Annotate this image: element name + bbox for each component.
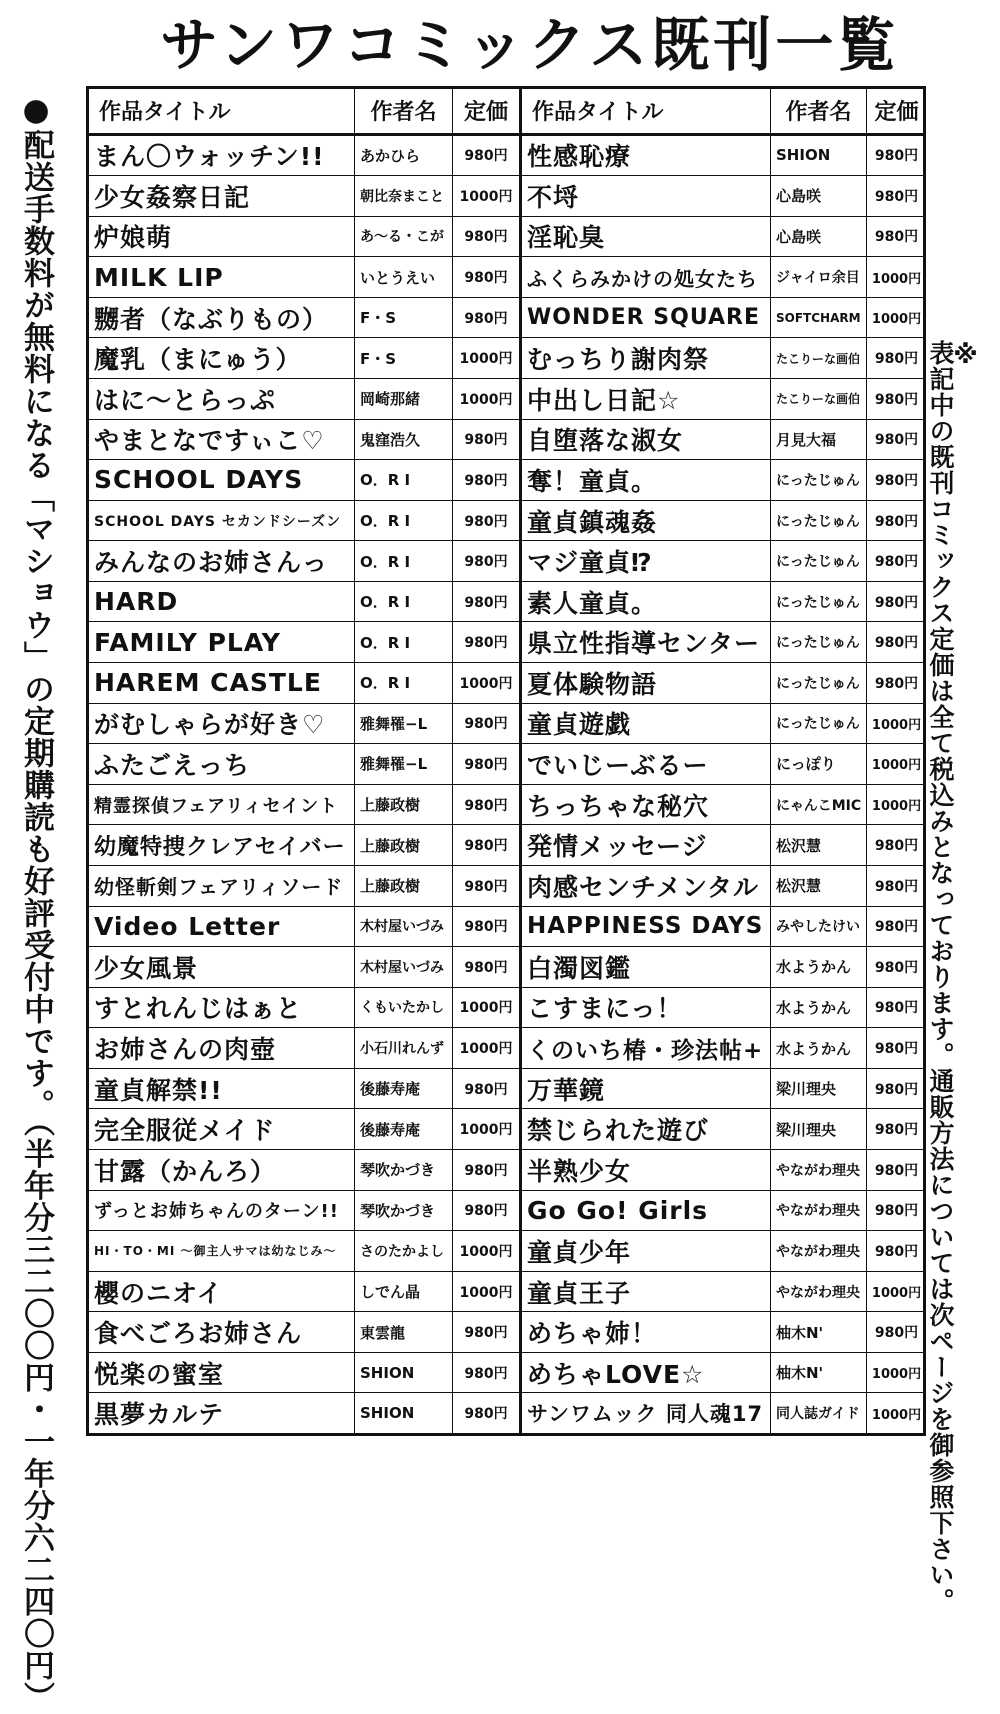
book-author: あ〜る・こが <box>355 217 453 257</box>
book-author: 心島咲 <box>771 176 867 216</box>
book-author: 水ようかん <box>771 988 867 1028</box>
book-author: やながわ理央 <box>771 1272 867 1312</box>
table-row <box>89 257 519 298</box>
book-author: O．R I <box>355 541 453 581</box>
table-row <box>89 744 519 785</box>
book-price: 980円 <box>874 1122 919 1139</box>
book-price: 980円 <box>874 1162 919 1179</box>
book-author: 柚木N' <box>771 1312 867 1352</box>
book-title: すとれんじはぁと <box>89 988 355 1028</box>
book-price: 1000円 <box>871 758 922 774</box>
table-row <box>522 379 926 420</box>
catalog-right-column <box>522 89 926 1433</box>
book-title: 性感恥療 <box>522 136 771 176</box>
book-author: F・S <box>355 338 453 378</box>
table-header <box>89 89 519 136</box>
book-price: 980円 <box>874 1203 919 1220</box>
table-row <box>522 988 926 1029</box>
book-title: 童貞少年 <box>522 1231 771 1271</box>
table-row <box>522 1028 926 1069</box>
table-row <box>89 1312 519 1353</box>
book-title: むっちり謝肉祭 <box>522 338 771 378</box>
book-price: 980円 <box>874 959 919 976</box>
book-title: 童貞解禁!! <box>89 1069 355 1109</box>
book-author: 小石川れんず <box>355 1028 453 1068</box>
book-price: 980円 <box>874 229 919 246</box>
book-author: SHION <box>355 1353 453 1393</box>
book-price: 1000円 <box>459 391 513 408</box>
book-price: 980円 <box>874 1041 919 1058</box>
book-title: 櫻のニオイ <box>89 1272 355 1312</box>
book-author: しでん晶 <box>355 1272 453 1312</box>
book-price: 980円 <box>874 878 919 895</box>
book-title: 不埒 <box>522 176 771 216</box>
book-price: 980円 <box>464 635 508 652</box>
table-row <box>89 1069 519 1110</box>
book-author: やながわ理央 <box>771 1231 867 1271</box>
book-title: MILK LIP <box>89 257 355 297</box>
book-author: にったじゅん <box>771 541 867 581</box>
book-title: 童貞王子 <box>522 1272 771 1312</box>
book-author: O．R I <box>355 663 453 703</box>
table-row <box>522 217 926 258</box>
book-title: こすまにっ！ <box>522 988 771 1028</box>
book-author: 同人誌ガイド <box>771 1393 867 1433</box>
book-title: Video Letter <box>89 907 355 947</box>
book-author: 上藤政樹 <box>355 866 453 906</box>
book-price: 980円 <box>874 594 919 611</box>
header-price: 定価 <box>463 100 508 126</box>
header-title: 作品タイトル <box>89 89 355 133</box>
book-title: くのいち椿・珍法帖+ <box>522 1028 771 1068</box>
header-price: 定価 <box>874 100 919 126</box>
book-title: FAMILY PLAY <box>89 622 355 662</box>
book-author: いとうえい <box>355 257 453 297</box>
book-title: 少女風景 <box>89 947 355 987</box>
book-title: Go Go! Girls <box>522 1191 771 1231</box>
table-row <box>522 338 926 379</box>
table-row <box>522 704 926 745</box>
table-row <box>89 1231 519 1272</box>
book-title: 白濁図鑑 <box>522 947 771 987</box>
book-price: 980円 <box>464 1406 508 1423</box>
table-row <box>89 1028 519 1069</box>
book-price: 980円 <box>464 594 508 611</box>
book-title: 奪！童貞。 <box>522 460 771 500</box>
book-author: 柚木N' <box>771 1353 867 1393</box>
book-price: 1000円 <box>459 1243 513 1260</box>
book-author: くもいたかし <box>355 988 453 1028</box>
book-author: SOFTCHARM <box>771 298 867 338</box>
book-price: 1000円 <box>871 1367 922 1383</box>
book-author: にったじゅん <box>771 663 867 703</box>
book-author: 木村屋いづみ <box>355 947 453 987</box>
book-author: にっぽり <box>771 744 867 784</box>
table-row <box>522 541 926 582</box>
price-note <box>926 340 980 1614</box>
book-title: 食べごろお姉さん <box>89 1312 355 1352</box>
book-author: O．R I <box>355 622 453 662</box>
book-title: 中出し日記☆ <box>522 379 771 419</box>
table-header <box>522 89 926 136</box>
book-author: たこりーな画伯 <box>771 338 867 378</box>
book-price: 980円 <box>874 635 919 652</box>
book-price: 980円 <box>464 878 508 895</box>
book-author: 梁川理央 <box>771 1069 867 1109</box>
book-title: 精霊探偵フェアリィセイント <box>89 785 355 825</box>
book-title: 悦楽の蜜室 <box>89 1353 355 1393</box>
table-row <box>89 460 519 501</box>
book-title: 素人童貞。 <box>522 582 771 622</box>
book-price: 980円 <box>874 1000 919 1017</box>
book-price: 1000円 <box>871 312 922 328</box>
table-row <box>522 663 926 704</box>
book-title: 半熟少女 <box>522 1150 771 1190</box>
book-author: 雅舞罹−L <box>355 704 453 744</box>
book-author: みやしたけい <box>771 907 867 947</box>
book-price: 980円 <box>464 554 508 571</box>
book-title: 魔乳（まにゅう） <box>89 338 355 378</box>
book-price: 980円 <box>464 1162 508 1179</box>
table-row <box>522 420 926 461</box>
book-title: サンワムック 同人魂17 <box>522 1393 771 1433</box>
book-title: WONDER SQUARE <box>522 298 771 338</box>
table-row <box>522 176 926 217</box>
book-author: 松沢慧 <box>771 825 867 865</box>
table-row <box>89 704 519 745</box>
book-price: 980円 <box>464 270 508 287</box>
book-author: やながわ理央 <box>771 1150 867 1190</box>
table-row <box>89 582 519 623</box>
book-price: 980円 <box>874 432 919 449</box>
book-title: 嬲者（なぶりもの） <box>89 298 355 338</box>
catalog-left-column <box>89 89 522 1433</box>
table-row <box>522 1150 926 1191</box>
table-row <box>89 947 519 988</box>
book-price: 1000円 <box>459 1000 513 1017</box>
book-price: 980円 <box>874 351 919 368</box>
book-price: 980円 <box>874 1325 919 1342</box>
book-price: 980円 <box>874 513 919 530</box>
book-price: 1000円 <box>459 351 513 368</box>
price-note-line2: 通販方法については次ページを御参照下さい。 <box>926 1068 955 1614</box>
book-title: めちゃLOVE☆ <box>522 1353 771 1393</box>
book-title: ふくらみかけの処女たち <box>522 257 771 297</box>
table-row <box>89 217 519 258</box>
book-price: 980円 <box>464 838 508 855</box>
table-row <box>522 136 926 177</box>
table-row <box>522 785 926 826</box>
book-author: 木村屋いづみ <box>355 907 453 947</box>
header-title: 作品タイトル <box>522 89 771 133</box>
book-author: 後藤寿庵 <box>355 1109 453 1149</box>
book-title: 幼怪斬剣フェアリィソード <box>89 866 355 906</box>
table-row <box>522 257 926 298</box>
book-price: 980円 <box>464 1365 508 1382</box>
book-author: にったじゅん <box>771 704 867 744</box>
book-author: 東雲龍 <box>355 1312 453 1352</box>
book-title: 県立性指導センター <box>522 622 771 662</box>
table-row <box>522 622 926 663</box>
catalog-table <box>86 86 926 1436</box>
book-author: にゃんこMIC <box>771 785 867 825</box>
table-row <box>522 744 926 785</box>
table-row <box>522 460 926 501</box>
book-price: 980円 <box>464 229 508 246</box>
book-price: 980円 <box>464 310 508 327</box>
book-author: O．R I <box>355 460 453 500</box>
book-title: 万華鏡 <box>522 1069 771 1109</box>
table-row <box>522 866 926 907</box>
table-row <box>89 338 519 379</box>
table-row <box>522 947 926 988</box>
book-title: 童貞鎮魂姦 <box>522 501 771 541</box>
book-author: O．R I <box>355 501 453 541</box>
book-title: ふたごえっち <box>89 744 355 784</box>
book-title: はに〜とらっぷ <box>89 379 355 419</box>
book-author: 月見大福 <box>771 420 867 460</box>
book-price: 980円 <box>874 188 919 205</box>
book-price: 1000円 <box>871 1407 922 1423</box>
book-price: 980円 <box>874 391 919 408</box>
table-row <box>89 298 519 339</box>
book-title: 童貞遊戯 <box>522 704 771 744</box>
table-row <box>89 136 519 177</box>
book-author: 松沢慧 <box>771 866 867 906</box>
table-row <box>89 541 519 582</box>
table-row <box>89 663 519 704</box>
book-author: 上藤政樹 <box>355 785 453 825</box>
table-row <box>89 176 519 217</box>
book-title: SCHOOL DAYS <box>89 460 355 500</box>
table-row <box>89 1109 519 1150</box>
book-author: あかひら <box>355 136 453 176</box>
book-price: 1000円 <box>871 799 922 815</box>
book-author: さのたかよし <box>355 1231 453 1271</box>
book-title: でいじーぶるー <box>522 744 771 784</box>
table-row <box>522 1312 926 1353</box>
book-title: マジ童貞⁉ <box>522 541 771 581</box>
table-row <box>89 785 519 826</box>
table-row <box>89 866 519 907</box>
book-price: 980円 <box>464 472 508 489</box>
book-title: 炉娘萌 <box>89 217 355 257</box>
table-row <box>522 1393 926 1433</box>
book-author: 心島咲 <box>771 217 867 257</box>
book-price: 980円 <box>874 919 919 936</box>
table-row <box>522 298 926 339</box>
book-author: にったじゅん <box>771 501 867 541</box>
book-title: 少女姦察日記 <box>89 176 355 216</box>
table-row <box>522 1231 926 1272</box>
book-price: 980円 <box>874 838 919 855</box>
book-price: 1000円 <box>459 675 513 692</box>
table-row <box>522 1353 926 1394</box>
book-price: 980円 <box>874 1081 919 1098</box>
book-title: がむしゃらが好き♡ <box>89 704 355 744</box>
book-author: 上藤政樹 <box>355 825 453 865</box>
book-price: 1000円 <box>459 1284 513 1301</box>
table-row <box>522 582 926 623</box>
book-price: 1000円 <box>871 1286 922 1301</box>
book-title: ちっちゃな秘穴 <box>522 785 771 825</box>
book-author: にったじゅん <box>771 460 867 500</box>
subscription-note: ●配送手数料が無料になる「マショウ」の定期購読も好評受付中です。（半年分三二〇〇円・一年分六二四〇円） <box>18 92 54 1714</box>
book-price: 980円 <box>874 554 919 571</box>
book-title: 黒夢カルテ <box>89 1393 355 1433</box>
price-note-line1: 表記中の既刊コミックス定価は全て税込みとなっております。 <box>926 340 955 1068</box>
book-author: 朝比奈まこと <box>355 176 453 216</box>
book-author: 梁川理央 <box>771 1109 867 1149</box>
book-author: 岡崎那緒 <box>355 379 453 419</box>
table-row <box>89 988 519 1029</box>
book-author: にったじゅん <box>771 622 867 662</box>
book-title: 幼魔特捜クレアセイバー <box>89 825 355 865</box>
book-title: お姉さんの肉壺 <box>89 1028 355 1068</box>
book-author: 鬼窪浩久 <box>355 420 453 460</box>
book-price: 980円 <box>464 716 508 733</box>
book-title: 発情メッセージ <box>522 825 771 865</box>
book-price: 1000円 <box>871 271 922 287</box>
book-title: 甘露（かんろ） <box>89 1150 355 1190</box>
book-price: 980円 <box>464 1081 508 1098</box>
book-title: 完全服従メイド <box>89 1109 355 1149</box>
book-author: 雅舞罹−L <box>355 744 453 784</box>
book-title: 淫恥臭 <box>522 217 771 257</box>
book-author: SHION <box>355 1393 453 1433</box>
table-row <box>89 1393 519 1433</box>
book-author: SHION <box>771 136 867 176</box>
book-title: やまとなですぃこ♡ <box>89 420 355 460</box>
book-price: 980円 <box>874 675 919 692</box>
table-row <box>522 1272 926 1313</box>
book-title: HI・TO・MI 〜御主人サマは幼なじみ〜 <box>89 1231 355 1271</box>
book-price: 980円 <box>464 919 508 936</box>
book-price: 1000円 <box>871 717 922 733</box>
book-price: 1000円 <box>459 1122 513 1139</box>
table-row <box>89 1353 519 1394</box>
book-title: 肉感センチメンタル <box>522 866 771 906</box>
table-row <box>522 825 926 866</box>
table-row <box>89 622 519 663</box>
book-price: 980円 <box>464 1325 508 1342</box>
page-title: サンワコミックス既刊一覧 <box>160 11 900 79</box>
book-title: HAREM CASTLE <box>89 663 355 703</box>
book-title: HARD <box>89 582 355 622</box>
book-author: 琴吹かづき <box>355 1191 453 1231</box>
table-row <box>89 420 519 461</box>
book-author: ジャイロ余目 <box>771 257 867 297</box>
book-price: 980円 <box>464 513 508 530</box>
table-row <box>89 825 519 866</box>
book-price: 1000円 <box>459 188 513 205</box>
book-price: 980円 <box>464 756 508 773</box>
header-author: 作者名 <box>771 89 867 133</box>
table-row <box>89 501 519 542</box>
book-price: 980円 <box>464 797 508 814</box>
book-author: たこりーな画伯 <box>771 379 867 419</box>
table-row <box>89 1150 519 1191</box>
book-title: まん〇ウォッチン!! <box>89 136 355 176</box>
book-author: 後藤寿庵 <box>355 1069 453 1109</box>
note-mark: ※ <box>951 340 980 370</box>
book-title: 自堕落な淑女 <box>522 420 771 460</box>
book-author: 水ようかん <box>771 1028 867 1068</box>
book-author: にったじゅん <box>771 582 867 622</box>
book-author: 水ようかん <box>771 947 867 987</box>
table-row <box>89 1272 519 1313</box>
book-price: 980円 <box>874 472 919 489</box>
table-row <box>522 1109 926 1150</box>
header-author: 作者名 <box>355 89 453 133</box>
table-row <box>522 1191 926 1232</box>
book-author: やながわ理央 <box>771 1191 867 1231</box>
book-author: 琴吹かづき <box>355 1150 453 1190</box>
book-title: めちゃ姉！ <box>522 1312 771 1352</box>
table-row <box>522 501 926 542</box>
table-row <box>522 907 926 948</box>
book-price: 980円 <box>464 1203 508 1220</box>
table-row <box>89 1191 519 1232</box>
book-title: HAPPINESS DAYS <box>522 907 771 947</box>
book-author: O．R I <box>355 582 453 622</box>
book-price: 980円 <box>874 148 919 165</box>
book-title: みんなのお姉さんっ <box>89 541 355 581</box>
table-row <box>522 1069 926 1110</box>
book-title: 禁じられた遊び <box>522 1109 771 1149</box>
table-row <box>89 907 519 948</box>
book-price: 980円 <box>464 959 508 976</box>
table-row <box>89 379 519 420</box>
book-price: 980円 <box>464 148 508 165</box>
book-title: ずっとお姉ちゃんのターン!! <box>89 1191 355 1231</box>
book-price: 1000円 <box>459 1041 513 1058</box>
book-price: 980円 <box>464 432 508 449</box>
book-title: SCHOOL DAYS セカンドシーズン <box>89 501 355 541</box>
book-title: 夏体験物語 <box>522 663 771 703</box>
book-price: 980円 <box>874 1243 919 1260</box>
book-author: F・S <box>355 298 453 338</box>
